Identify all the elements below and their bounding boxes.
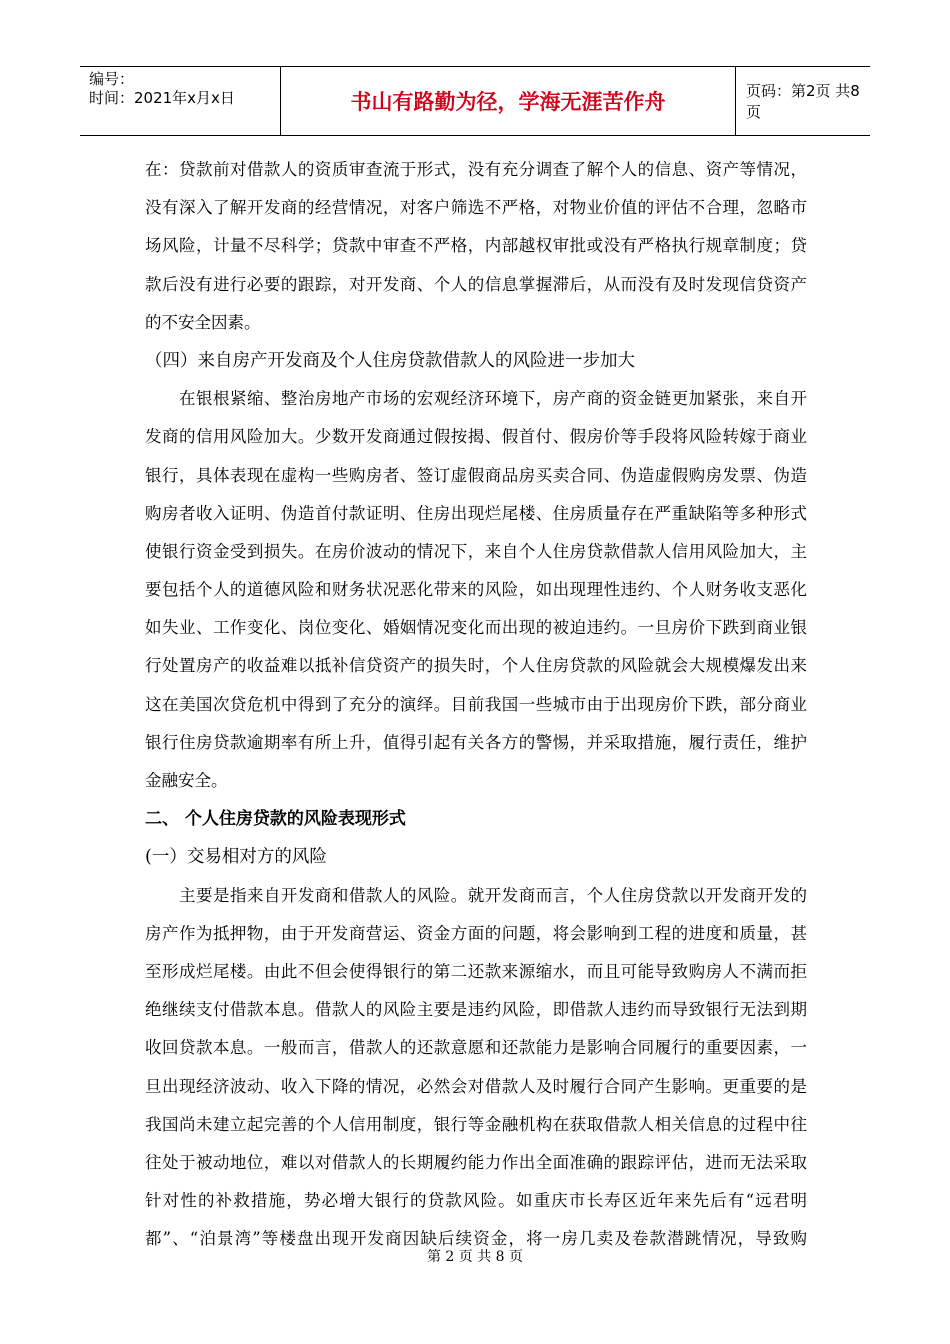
text-line: 在：贷款前对借款人的资质审查流于形式，没有充分调查了解个人的信息、资产等情况， (145, 160, 807, 179)
header-table (80, 66, 870, 136)
text-line: 主要是指来自开发商和借款人的风险。就开发商而言，个人住房贷款以开发商开发的 (179, 885, 807, 905)
text-line: 银行，具体表现在虚构一些购房者、签订虚假商品房买卖合同、伪造虚假购房发票、伪造 (145, 465, 807, 485)
header-page-code: 页码：第2页 共8页 (746, 82, 860, 121)
text-line: 要包括个人的道德风险和财务状况恶化带来的风险，如出现理性违约、个人财务收支恶化 (145, 580, 807, 600)
text-line: 场风险，计量不尽科学；贷款中审查不严格，内部越权审批或没有严格执行规章制度；贷 (145, 236, 807, 256)
text-line: 我国尚未建立起完善的个人信用制度，银行等金融机构在获取借款人相关信息的过程中往 (145, 1114, 807, 1134)
text-line: 这在美国次贷危机中得到了充分的演绎。目前我国一些城市由于出现房价下跌，部分商业 (145, 694, 807, 714)
text-line: 在银根紧缩、整治房地产市场的宏观经济环境下，房产商的资金链更加紧张，来自开 (179, 389, 807, 409)
text-line: 行处置房产的收益难以抵补信贷资产的损失时，个人住房贷款的风险就会大规模爆发出来 (145, 656, 807, 676)
header-motto: 书山有路勤为径，学海无涯苦作舟 (281, 67, 736, 135)
document-time-label: 时间：2021年x月x日 (89, 89, 235, 107)
text-line: 银行住房贷款逾期率有所上升，值得引起有关各方的警惕，并采取措施，履行责任，维护 (145, 732, 807, 752)
document-number-label: 编号： (89, 70, 135, 88)
document-body (145, 151, 807, 1258)
subsection-heading: （四）来自房产开发商及个人住房贷款借款人的风险进一步加大 (145, 350, 635, 371)
text-line: 发商的信用风险加大。少数开发商通过假按揭、假首付、假房价等手段将风险转嫁于商业 (145, 427, 807, 447)
text-line: 金融安全。 (145, 771, 228, 790)
text-line: 都”、“泊景湾”等楼盘出现开发商因缺后续资金，将一房几卖及卷款潜跳情况，导致购 (145, 1229, 807, 1249)
text-line: 款后没有进行必要的跟踪，对开发商、个人的信息掌握滞后，从而没有及时发现信贷资产 (145, 274, 807, 294)
text-line: 往处于被动地位，难以对借款人的长期履约能力作出全面准确的跟踪评估，进而无法采取 (145, 1152, 807, 1172)
text-line: 如失业、工作变化、岗位变化、婚姻情况变化而出现的被迫违约。一旦房价下跌到商业银 (145, 618, 807, 638)
text-line: 房产作为抵押物，由于开发商营运、资金方面的问题，将会影响到工程的进度和质量，甚 (145, 923, 807, 943)
header-meta-cell (80, 67, 281, 135)
text-line: 至形成烂尾楼。由此不但会使得银行的第二还款来源缩水，而且可能导致购房人不满而拒 (145, 961, 807, 981)
text-line: 收回贷款本息。一般而言，借款人的还款意愿和还款能力是影响合同履行的重要因素，一 (145, 1038, 807, 1058)
text-line: 购房者收入证明、伪造首付款证明、住房出现烂尾楼、住房质量存在严重缺陷等多种形式 (145, 503, 807, 523)
page-footer: 第 2 页 共 8 页 (426, 1249, 524, 1265)
text-line: 旦出现经济波动、收入下降的情况，必然会对借款人及时履行合同产生影响。更重要的是 (145, 1076, 807, 1096)
section-heading: 二、 个人住房贷款的风险表现形式 (145, 809, 406, 830)
subsection-heading: (一）交易相对方的风险 (145, 847, 327, 868)
text-line: 绝继续支付借款本息。借款人的风险主要是违约风险，即借款人违约而导致银行无法到期 (145, 1000, 807, 1020)
text-line: 的不安全因素。 (145, 312, 261, 332)
text-line: 针对性的补救措施，势必增大银行的贷款风险。如重庆市长寿区近年来先后有“远君明 (145, 1191, 807, 1211)
text-line: 没有深入了解开发商的经营情况，对客户筛选不严格，对物业价值的评估不合理，忽略市 (145, 198, 807, 218)
text-line: 使银行资金受到损失。在房价波动的情况下，来自个人住房贷款借款人信用风险加大，主 (145, 541, 807, 561)
